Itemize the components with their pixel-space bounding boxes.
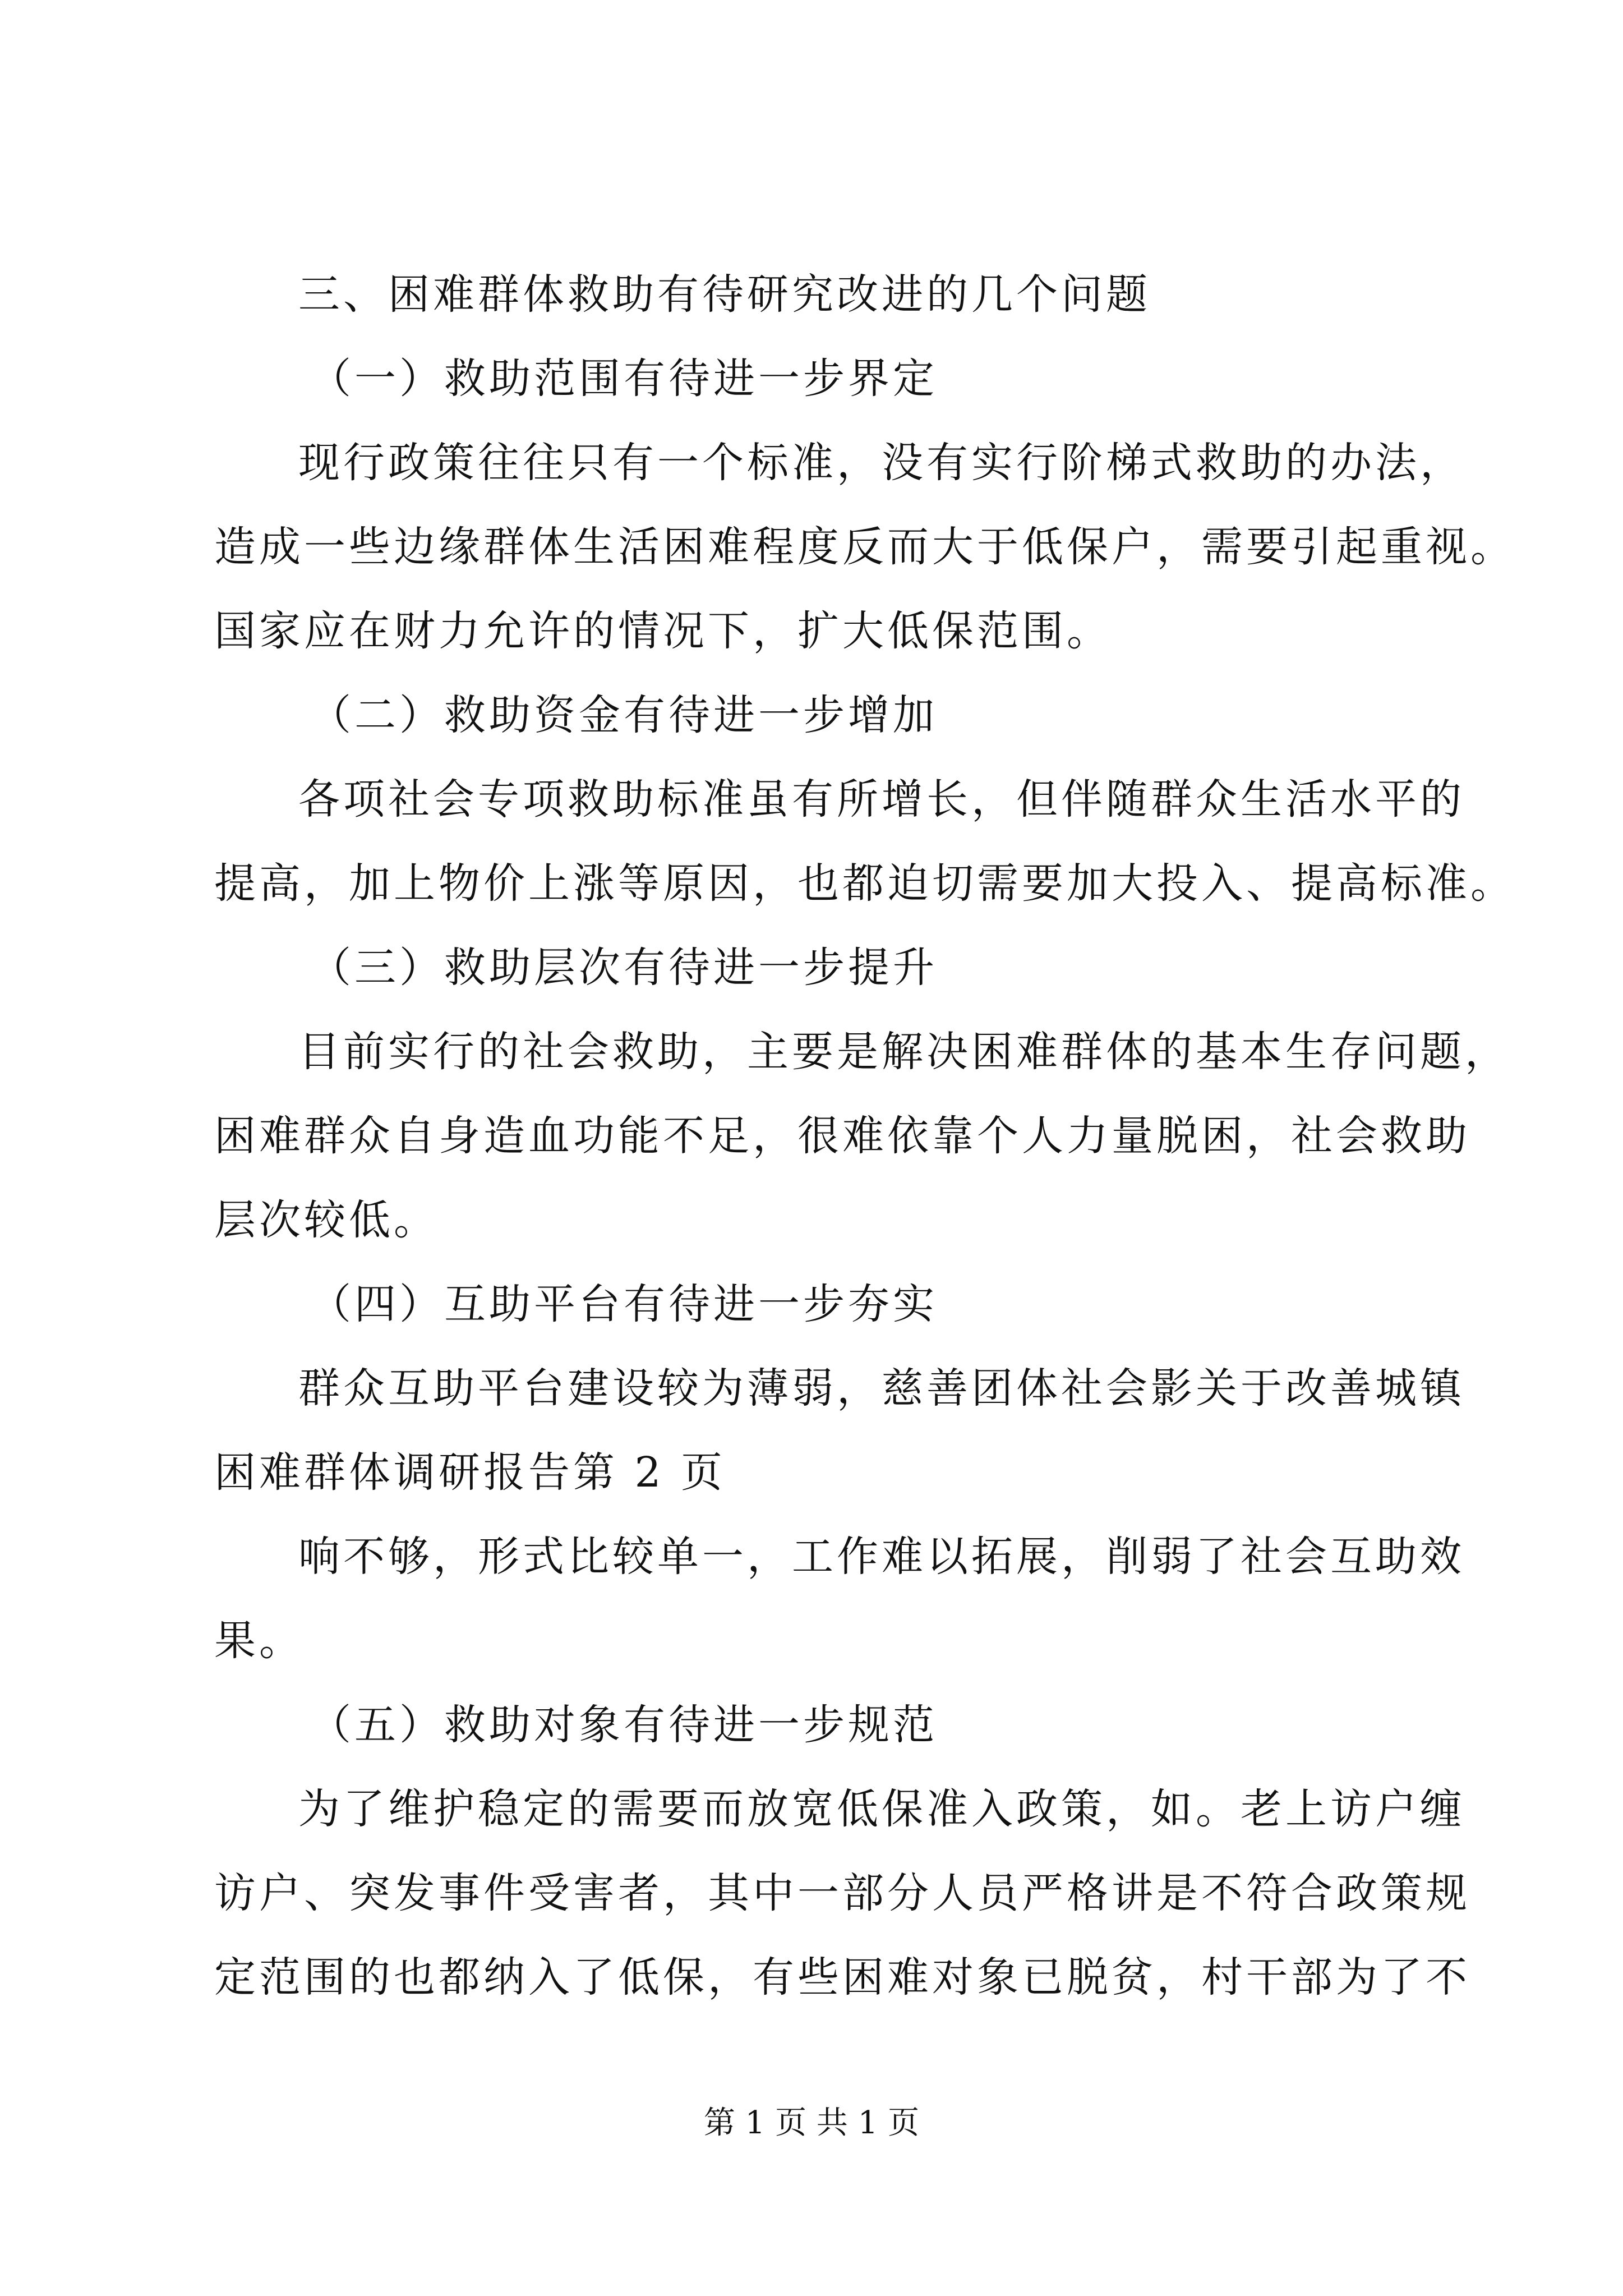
paragraph-line: 国家应在财力允许的情况下，扩大低保范围。 xyxy=(214,607,1112,655)
subsection-heading: （四）互助平台有待进一步夯实 xyxy=(310,1280,938,1328)
document-body xyxy=(214,252,1515,2019)
paragraph-line: 群众互助平台建设较为薄弱，慈善团体社会影关于改善城镇 xyxy=(298,1364,1465,1412)
paragraph-line: 困难群众自身造血功能不足，很难依靠个人力量脱困，社会救助 xyxy=(214,1112,1470,1160)
paragraph-line: 造成一些边缘群体生活困难程度反而大于低保户，需要引起重视。 xyxy=(214,523,1515,571)
paragraph-line: 访户、突发事件受害者，其中一部分人员严格讲是不符合政策规 xyxy=(214,1869,1470,1917)
subsection-heading: （三）救助层次有待进一步提升 xyxy=(310,944,938,992)
paragraph-line: 为了维护稳定的需要而放宽低保准入政策，如。老上访户缠 xyxy=(298,1785,1465,1833)
subsection-heading: （一）救助范围有待进一步界定 xyxy=(310,355,938,403)
paragraph-line: 果。 xyxy=(214,1617,304,1665)
paragraph-line: 层次较低。 xyxy=(214,1196,439,1244)
paragraph-line: 响不够，形式比较单一，工作难以拓展，削弱了社会互助效 xyxy=(298,1533,1465,1581)
paragraph-line: 提高，加上物价上涨等原因，也都迫切需要加大投入、提高标准。 xyxy=(214,859,1515,908)
paragraph-line: 目前实行的社会救助，主要是解决困难群体的基本生存问题， xyxy=(298,1028,1510,1076)
paragraph-line: 现行政策往往只有一个标准，没有实行阶梯式救助的办法， xyxy=(298,439,1465,487)
paragraph-line: 困难群体调研报告第 2 页 xyxy=(214,1448,726,1497)
paragraph-line: 各项社会专项救助标准虽有所增长，但伴随群众生活水平的 xyxy=(298,775,1465,823)
page-footer: 第 1 页 共 1 页 xyxy=(703,2105,920,2141)
paragraph-line: 定范围的也都纳入了低保，有些困难对象已脱贫，村干部为了不 xyxy=(214,1953,1470,2001)
section-title: 三、困难群体救助有待研究改进的几个问题 xyxy=(298,270,1151,319)
subsection-heading: （五）救助对象有待进一步规范 xyxy=(310,1701,938,1749)
subsection-heading: （二）救助资金有待进一步增加 xyxy=(310,691,938,739)
